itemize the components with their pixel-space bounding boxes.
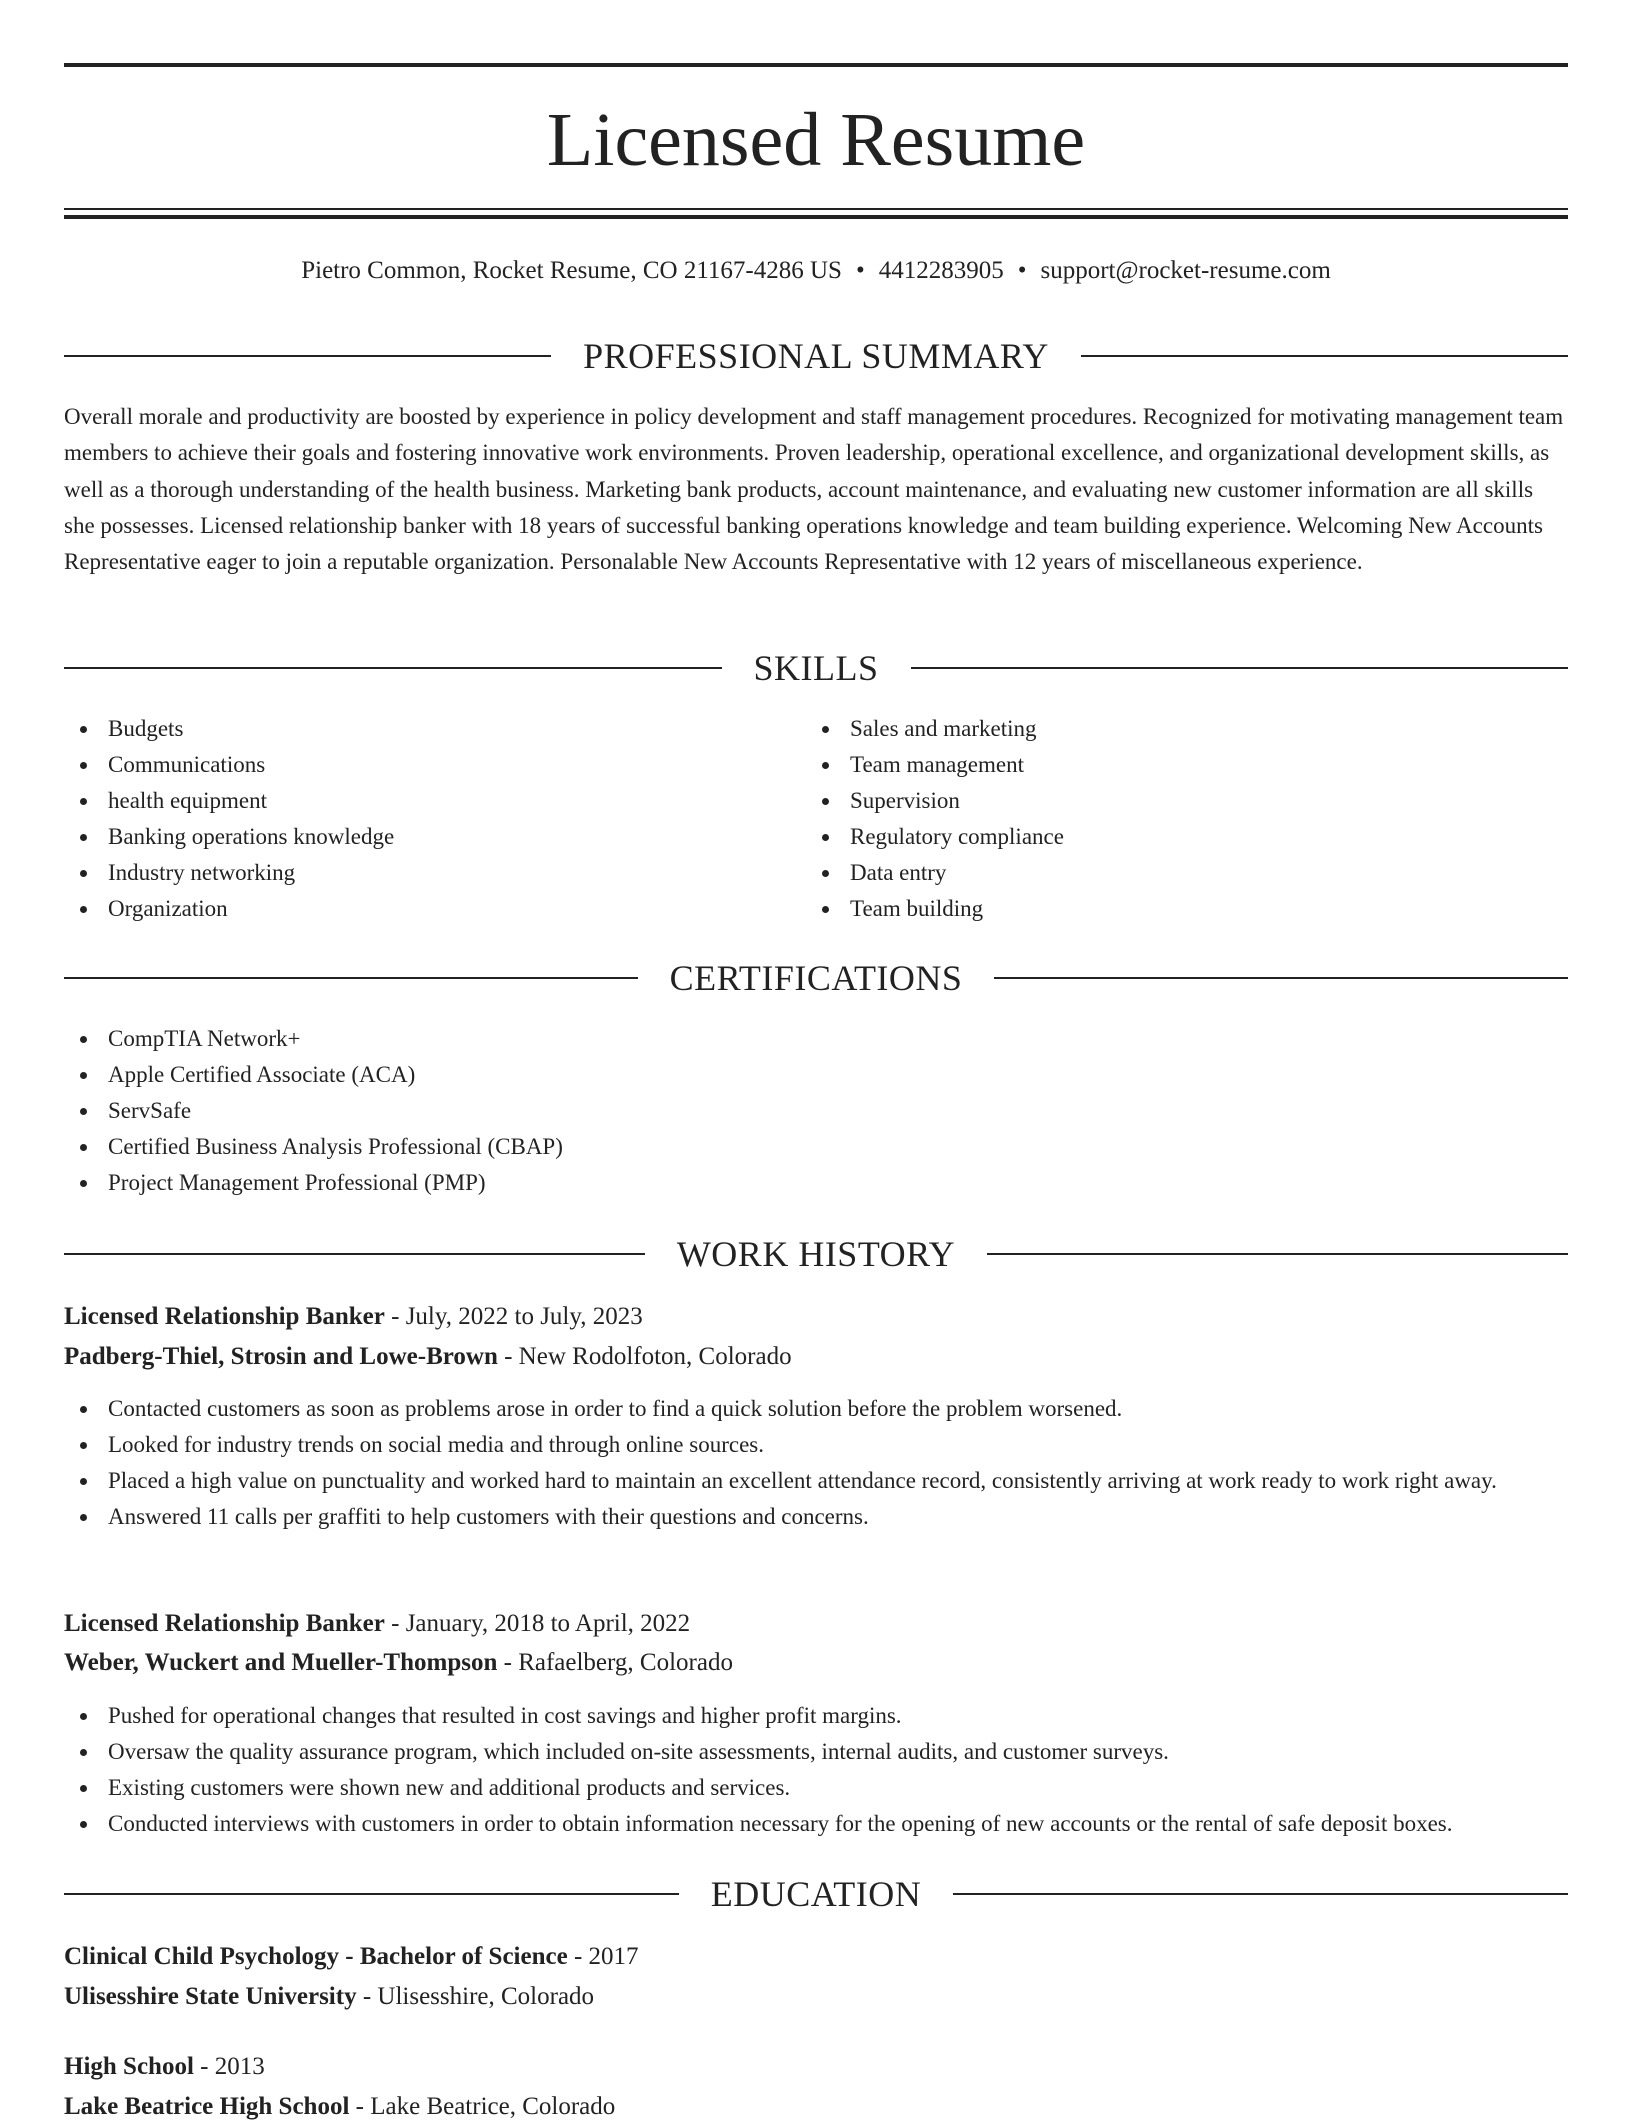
education-year: - 2013 — [193, 2053, 265, 2080]
skills-heading-label: SKILLS — [753, 648, 879, 688]
heading-rule-left — [64, 667, 722, 669]
education-school-line — [64, 1979, 1568, 2015]
heading-rule-left — [64, 977, 638, 979]
job-bullet: Looked for industry trends on social media and through online sources. — [64, 1427, 1568, 1463]
education-heading — [64, 1872, 1568, 1916]
certification-item: Apple Certified Associate (ACA) — [64, 1057, 1568, 1093]
skill-item: Team management — [806, 747, 1546, 783]
job-bullet: Pushed for operational changes that resulted in cost savings and higher profit margins. — [64, 1698, 1568, 1734]
education-degree-line — [64, 2049, 1568, 2085]
summary-heading-label: PROFESSIONAL SUMMARY — [583, 336, 1049, 376]
education-heading-label: EDUCATION — [710, 1874, 922, 1914]
skills-right-list — [806, 711, 1546, 927]
heading-rule-right — [994, 977, 1568, 979]
job-bullet: Placed a high value on punctuality and worked hard to maintain an excellent attendance record, consistently arriving at work ready to work right away. — [64, 1463, 1568, 1499]
skill-item: Banking operations knowledge — [64, 819, 804, 855]
education-school: Lake Beatrice High School — [64, 2093, 350, 2120]
skill-item: Supervision — [806, 783, 1546, 819]
certification-item: Project Management Professional (PMP) — [64, 1165, 1568, 1201]
job-bullet: Answered 11 calls per graffiti to help customers with their questions and concerns. — [64, 1499, 1568, 1535]
title-rule-thin — [64, 208, 1568, 210]
job-bullet-list — [64, 1698, 1568, 1842]
job-company-line — [64, 1339, 1568, 1375]
job-bullet: Contacted customers as soon as problems arose in order to find a quick solution before the problem worsened. — [64, 1391, 1568, 1427]
job-title: Licensed Relationship Banker — [64, 1610, 385, 1637]
skill-item: Communications — [64, 747, 804, 783]
job-company: Padberg-Thiel, Strosin and Lowe-Brown — [64, 1343, 498, 1370]
skill-item: Data entry — [806, 855, 1546, 891]
job-bullet: Existing customers were shown new and additional products and services. — [64, 1770, 1568, 1806]
contact-address: Pietro Common, Rocket Resume, CO 21167-4286 US — [301, 257, 842, 284]
certifications-heading — [64, 956, 1568, 1000]
contact-separator: • — [1017, 257, 1027, 284]
title-rule-thick — [64, 215, 1568, 219]
heading-rule-right — [911, 667, 1569, 669]
page-title: Licensed Resume — [546, 98, 1086, 182]
education-degree-line — [64, 1939, 1568, 1975]
certification-item: CompTIA Network+ — [64, 1021, 1568, 1057]
job-title: Licensed Relationship Banker — [64, 1303, 385, 1330]
skills-right-column — [806, 711, 1546, 927]
contact-phone: 4412283905 — [878, 257, 1004, 284]
contact-separator: • — [855, 257, 865, 284]
job-location: - New Rodolfoton, Colorado — [497, 1343, 792, 1370]
heading-rule-right — [953, 1893, 1568, 1895]
job-company-line — [64, 1645, 1568, 1681]
job-bullet-list — [64, 1391, 1568, 1535]
skills-left-list — [64, 711, 804, 927]
skill-item: Regulatory compliance — [806, 819, 1546, 855]
job-title-line — [64, 1299, 1568, 1335]
job-title-line — [64, 1606, 1568, 1642]
certification-item: ServSafe — [64, 1093, 1568, 1129]
job-bullets — [64, 1698, 1568, 1842]
heading-rule-left — [64, 1893, 679, 1895]
education-degree: High School — [64, 2053, 194, 2080]
work-heading — [64, 1232, 1568, 1276]
heading-rule-left — [64, 355, 551, 357]
job-dates: - January, 2018 to April, 2022 — [384, 1610, 691, 1637]
summary-heading — [64, 334, 1568, 378]
skill-item: Team building — [806, 891, 1546, 927]
skill-item: Budgets — [64, 711, 804, 747]
skill-item: health equipment — [64, 783, 804, 819]
certification-item: Certified Business Analysis Professional (CBAP) — [64, 1129, 1568, 1165]
job-location: - Rafaelberg, Colorado — [497, 1649, 733, 1676]
skill-item: Sales and marketing — [806, 711, 1546, 747]
education-location: - Lake Beatrice, Colorado — [349, 2093, 616, 2120]
job-company: Weber, Wuckert and Mueller-Thompson — [64, 1649, 498, 1676]
certifications-heading-label: CERTIFICATIONS — [669, 958, 963, 998]
summary-text: Overall morale and productivity are boosted by experience in policy development and staff management procedures. Recognized for motivating management team members to achieve their goals and fostering innovative work environments. Proven leadership, operational excellence, and organizational development skills, as well as a thorough understanding of the health business. Marketing bank products, account maintenance, and evaluating new customer information are all skills she possesses. Licensed relationship banker with 18 years of successful banking operations knowledge and team building experience. Welcoming New Accounts Representative eager to join a reputable organization. Personalable New Accounts Representative with 12 years of miscellaneous experience. — [64, 404, 1564, 575]
job-bullets — [64, 1391, 1568, 1535]
certifications-column — [64, 1021, 1568, 1201]
job-dates: - July, 2022 to July, 2023 — [384, 1303, 643, 1330]
top-rule — [64, 63, 1568, 67]
education-location: - Ulisesshire, Colorado — [356, 1983, 595, 2010]
heading-rule-right — [987, 1253, 1568, 1255]
certifications-list — [64, 1021, 1568, 1201]
contact-line — [64, 254, 1568, 288]
education-school-line — [64, 2089, 1568, 2125]
skills-left-column — [64, 711, 804, 927]
work-heading-label: WORK HISTORY — [676, 1234, 956, 1274]
contact-email: support@rocket-resume.com — [1040, 257, 1331, 284]
job-bullet: Oversaw the quality assurance program, which included on-site assessments, internal audits, and customer surveys. — [64, 1734, 1568, 1770]
job-bullet: Conducted interviews with customers in order to obtain information necessary for the opening of new accounts or the rental of safe deposit boxes. — [64, 1806, 1568, 1842]
education-year: - 2017 — [567, 1943, 639, 1970]
education-school: Ulisesshire State University — [64, 1983, 357, 2010]
skills-heading — [64, 646, 1568, 690]
education-degree: Clinical Child Psychology - Bachelor of Science — [64, 1943, 568, 1970]
heading-rule-left — [64, 1253, 645, 1255]
skill-item: Organization — [64, 891, 804, 927]
heading-rule-right — [1081, 355, 1568, 357]
skill-item: Industry networking — [64, 855, 804, 891]
